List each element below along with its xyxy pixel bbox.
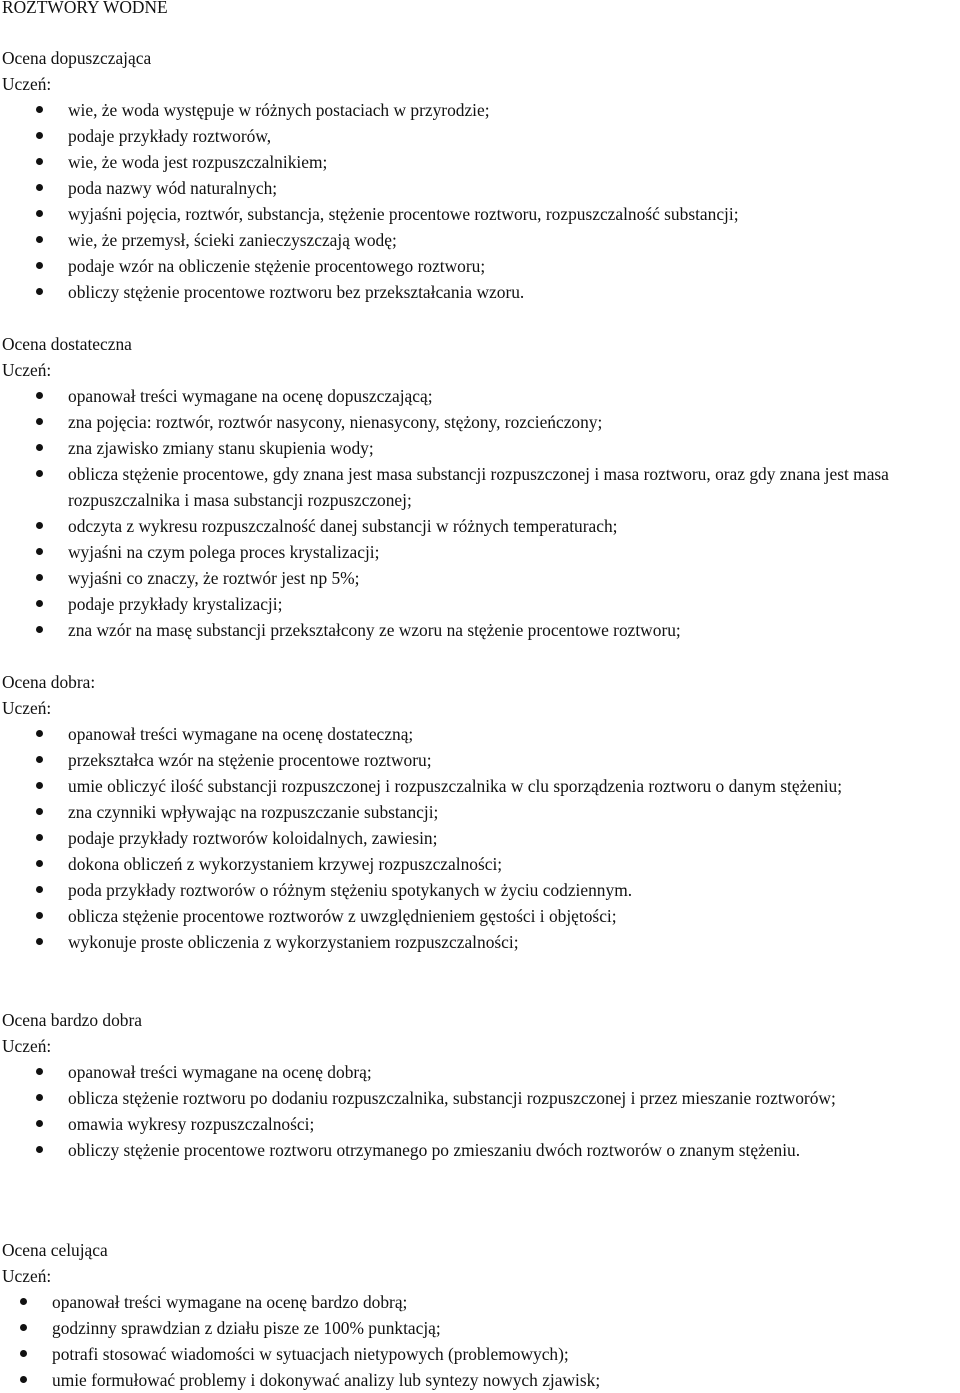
list-item: odczyta z wykresu rozpuszczalność danej substancji w różnych temperaturach; xyxy=(0,513,960,539)
list-item: obliczy stężenie procentowe roztworu otrzymanego po zmieszaniu dwóch roztworów o znanym stężeniu. xyxy=(0,1137,960,1163)
bullet-icon xyxy=(36,1068,43,1075)
list-item: opanował treści wymagane na ocenę bardzo dobrą; xyxy=(0,1289,960,1315)
bullet-icon xyxy=(20,1324,27,1331)
list-item: zna pojęcia: roztwór, roztwór nasycony, nienasycony, stężony, rozcieńczony; xyxy=(0,409,960,435)
list-item: obliczy stężenie procentowe roztworu bez przekształcania wzoru. xyxy=(0,279,960,305)
bullet-icon xyxy=(36,418,43,425)
requirements-list xyxy=(0,721,960,955)
student-label: Uczeń: xyxy=(2,74,52,94)
bullet-icon xyxy=(36,782,43,789)
requirements-list xyxy=(0,97,960,305)
list-item: wyjaśni pojęcia, roztwór, substancja, stężenie procentowe roztworu, rozpuszczalność substancji; xyxy=(0,201,960,227)
bullet-icon xyxy=(36,522,43,529)
bullet-icon xyxy=(20,1350,27,1357)
list-item: poda nazwy wód naturalnych; xyxy=(0,175,960,201)
list-item: wyjaśni co znaczy, że roztwór jest np 5%; xyxy=(0,565,960,591)
bullet-icon xyxy=(36,730,43,737)
bullet-icon xyxy=(36,262,43,269)
bullet-icon xyxy=(36,860,43,867)
student-label: Uczeń: xyxy=(2,698,52,718)
bullet-icon xyxy=(36,1146,43,1153)
list-item: wie, że przemysł, ścieki zanieczyszczają wodę; xyxy=(0,227,960,253)
section-celujaca xyxy=(0,1237,960,1393)
list-item: oblicza stężenie roztworu po dodaniu rozpuszczalnika, substancji rozpuszczonej i przez mieszanie roztworów; xyxy=(0,1085,960,1111)
bullet-icon xyxy=(36,106,43,113)
bullet-icon xyxy=(20,1376,27,1383)
document-title: ROZTWORY WODNE xyxy=(2,0,168,17)
requirements-list xyxy=(0,1059,960,1163)
bullet-icon xyxy=(36,548,43,555)
list-item: oblicza stężenie procentowe, gdy znana jest masa substancji rozpuszczonej i masa roztworu, oraz gdy znana jest masa rozpuszczalnika i masa substancji rozpuszczonej; xyxy=(0,461,960,513)
list-item: podaje wzór na obliczenie stężenie procentowego roztworu; xyxy=(0,253,960,279)
list-item: umie formułować problemy i dokonywać analizy lub syntezy nowych zjawisk; xyxy=(0,1367,960,1393)
section-heading: Ocena bardzo dobra xyxy=(2,1010,143,1030)
bullet-icon xyxy=(36,886,43,893)
bullet-icon xyxy=(36,600,43,607)
bullet-icon xyxy=(36,756,43,763)
list-item: zna czynniki wpływając na rozpuszczanie substancji; xyxy=(0,799,960,825)
requirements-list xyxy=(0,1289,960,1393)
bullet-icon xyxy=(20,1298,27,1305)
list-item: poda przykłady roztworów o różnym stężeniu spotykanych w życiu codziennym. xyxy=(0,877,960,903)
student-label: Uczeń: xyxy=(2,360,52,380)
bullet-icon xyxy=(36,288,43,295)
list-item: opanował treści wymagane na ocenę dopuszczającą; xyxy=(0,383,960,409)
section-dopuszczajaca xyxy=(0,45,960,305)
bullet-icon xyxy=(36,210,43,217)
section-bardzo-dobra xyxy=(0,1007,960,1163)
section-heading: Ocena dostateczna xyxy=(2,334,132,354)
student-label: Uczeń: xyxy=(2,1266,52,1286)
bullet-icon xyxy=(36,912,43,919)
list-item: potrafi stosować wiadomości w sytuacjach nietypowych (problemowych); xyxy=(0,1341,960,1367)
bullet-icon xyxy=(36,1120,43,1127)
list-item: przekształca wzór na stężenie procentowe roztworu; xyxy=(0,747,960,773)
bullet-icon xyxy=(36,938,43,945)
bullet-icon xyxy=(36,470,43,477)
bullet-icon xyxy=(36,392,43,399)
section-dostateczna xyxy=(0,331,960,643)
bullet-icon xyxy=(36,184,43,191)
list-item: umie obliczyć ilość substancji rozpuszczonej i rozpuszczalnika w clu sporządzenia roztworu o danym stężeniu; xyxy=(0,773,960,799)
list-item: wyjaśni na czym polega proces krystalizacji; xyxy=(0,539,960,565)
list-item: opanował treści wymagane na ocenę dostateczną; xyxy=(0,721,960,747)
list-item: podaje przykłady roztworów, xyxy=(0,123,960,149)
list-item: zna wzór na masę substancji przekształcony ze wzoru na stężenie procentowe roztworu; xyxy=(0,617,960,643)
list-item: wie, że woda jest rozpuszczalnikiem; xyxy=(0,149,960,175)
bullet-icon xyxy=(36,1094,43,1101)
list-item: zna zjawisko zmiany stanu skupienia wody; xyxy=(0,435,960,461)
bullet-icon xyxy=(36,626,43,633)
list-item: opanował treści wymagane na ocenę dobrą; xyxy=(0,1059,960,1085)
requirements-list xyxy=(0,383,960,643)
bullet-icon xyxy=(36,132,43,139)
bullet-icon xyxy=(36,574,43,581)
section-heading: Ocena dobra: xyxy=(2,672,96,692)
student-label: Uczeń: xyxy=(2,1036,52,1056)
list-item: oblicza stężenie procentowe roztworów z uwzględnieniem gęstości i objętości; xyxy=(0,903,960,929)
section-heading: Ocena dopuszczająca xyxy=(2,48,152,68)
bullet-icon xyxy=(36,236,43,243)
bullet-icon xyxy=(36,834,43,841)
list-item: godzinny sprawdzian z działu pisze ze 100% punktacją; xyxy=(0,1315,960,1341)
section-heading: Ocena celująca xyxy=(2,1240,108,1260)
list-item: podaje przykłady krystalizacji; xyxy=(0,591,960,617)
bullet-icon xyxy=(36,444,43,451)
list-item: dokona obliczeń z wykorzystaniem krzywej rozpuszczalności; xyxy=(0,851,960,877)
list-item: wie, że woda występuje w różnych postaciach w przyrodzie; xyxy=(0,97,960,123)
bullet-icon xyxy=(36,158,43,165)
list-item: podaje przykłady roztworów koloidalnych, zawiesin; xyxy=(0,825,960,851)
list-item: omawia wykresy rozpuszczalności; xyxy=(0,1111,960,1137)
list-item: wykonuje proste obliczenia z wykorzystaniem rozpuszczalności; xyxy=(0,929,960,955)
section-dobra xyxy=(0,669,960,955)
bullet-icon xyxy=(36,808,43,815)
